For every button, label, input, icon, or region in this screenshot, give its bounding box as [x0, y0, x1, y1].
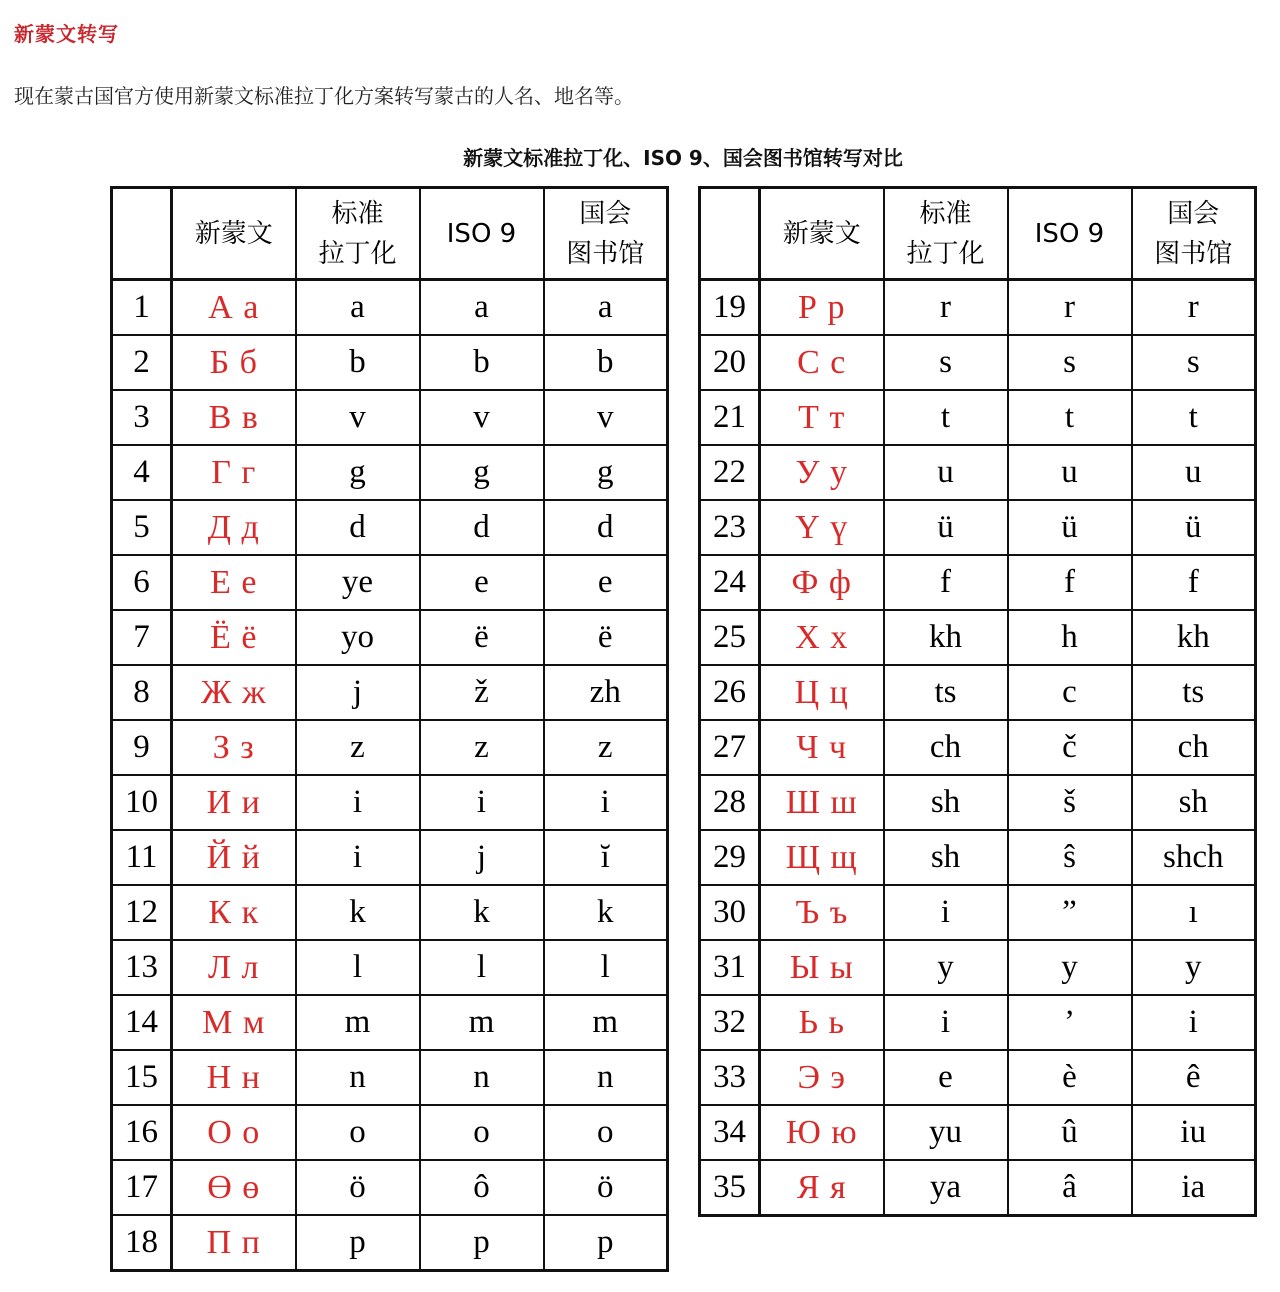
header-library-line2: 图书馆	[566, 238, 645, 269]
library-romanization: kh	[1132, 610, 1256, 665]
row-number: 12	[112, 885, 172, 940]
table-row	[700, 500, 1256, 555]
table-row	[700, 1050, 1256, 1105]
header-standard	[296, 188, 420, 280]
standard-romanization: o	[296, 1105, 420, 1160]
mongolian-letters: Ф ф	[760, 555, 884, 610]
standard-romanization: ch	[884, 720, 1008, 775]
library-romanization: z	[544, 720, 668, 775]
standard-romanization: i	[884, 885, 1008, 940]
row-number: 9	[112, 720, 172, 775]
row-number: 23	[700, 500, 760, 555]
table-row	[700, 610, 1256, 665]
mongolian-letters: П п	[172, 1215, 296, 1271]
table-row	[112, 940, 668, 995]
iso9-romanization: l	[420, 940, 544, 995]
standard-romanization: z	[296, 720, 420, 775]
library-romanization: sh	[1132, 775, 1256, 830]
row-number: 30	[700, 885, 760, 940]
library-romanization: ia	[1132, 1160, 1256, 1216]
table-row	[112, 610, 668, 665]
standard-romanization: p	[296, 1215, 420, 1271]
standard-romanization: ye	[296, 555, 420, 610]
iso9-romanization: e	[420, 555, 544, 610]
table-row	[700, 830, 1256, 885]
standard-romanization: j	[296, 665, 420, 720]
library-romanization: i	[544, 775, 668, 830]
iso9-romanization: g	[420, 445, 544, 500]
mongolian-letters: Л л	[172, 940, 296, 995]
header-mongolian: 新蒙文	[172, 188, 296, 280]
mongolian-letters: Ү ү	[760, 500, 884, 555]
table-row	[700, 445, 1256, 500]
mongolian-letters: Ч ч	[760, 720, 884, 775]
library-romanization: ë	[544, 610, 668, 665]
standard-romanization: e	[884, 1050, 1008, 1105]
mongolian-letters: И и	[172, 775, 296, 830]
table-header-row	[112, 188, 668, 280]
row-number: 24	[700, 555, 760, 610]
mongolian-letters: Д д	[172, 500, 296, 555]
row-number: 13	[112, 940, 172, 995]
iso9-romanization: k	[420, 885, 544, 940]
header-standard	[884, 188, 1008, 280]
standard-romanization: g	[296, 445, 420, 500]
mongolian-letters: У у	[760, 445, 884, 500]
standard-romanization: a	[296, 280, 420, 336]
table-caption-text: 新蒙文标准拉丁化、ISO 9、国会图书馆转写对比	[463, 146, 903, 170]
row-number: 34	[700, 1105, 760, 1160]
iso9-romanization: h	[1008, 610, 1132, 665]
library-romanization: k	[544, 885, 668, 940]
standard-romanization: i	[884, 995, 1008, 1050]
iso9-romanization: o	[420, 1105, 544, 1160]
table-row	[112, 1105, 668, 1160]
mongolian-letters: Й й	[172, 830, 296, 885]
table-header-row	[700, 188, 1256, 280]
iso9-romanization: t	[1008, 390, 1132, 445]
intro-paragraph: 现在蒙古国官方使用新蒙文标准拉丁化方案转写蒙古的人名、地名等。	[14, 84, 634, 108]
iso9-romanization: û	[1008, 1105, 1132, 1160]
row-number: 29	[700, 830, 760, 885]
row-number: 16	[112, 1105, 172, 1160]
table-row	[700, 720, 1256, 775]
mongolian-letters: Ю ю	[760, 1105, 884, 1160]
table-row	[700, 1105, 1256, 1160]
header-library	[544, 188, 668, 280]
iso9-romanization: z	[420, 720, 544, 775]
row-number: 20	[700, 335, 760, 390]
row-number: 21	[700, 390, 760, 445]
table-row	[700, 1160, 1256, 1216]
table-row	[112, 1160, 668, 1215]
mongolian-letters: Ы ы	[760, 940, 884, 995]
table-row	[700, 390, 1256, 445]
library-romanization: ı	[1132, 885, 1256, 940]
header-iso9: ISO 9	[420, 188, 544, 280]
mongolian-letters: Х х	[760, 610, 884, 665]
mongolian-letters: Щ щ	[760, 830, 884, 885]
iso9-romanization: n	[420, 1050, 544, 1105]
table-caption	[0, 142, 1280, 171]
row-number: 2	[112, 335, 172, 390]
library-romanization: ö	[544, 1160, 668, 1215]
table-row	[112, 665, 668, 720]
mongolian-letters: Б б	[172, 335, 296, 390]
row-number: 4	[112, 445, 172, 500]
row-number: 27	[700, 720, 760, 775]
mongolian-letters: Ь ь	[760, 995, 884, 1050]
standard-romanization: sh	[884, 775, 1008, 830]
mongolian-letters: Ж ж	[172, 665, 296, 720]
table-row	[112, 555, 668, 610]
library-romanization: y	[1132, 940, 1256, 995]
library-romanization: ü	[1132, 500, 1256, 555]
iso9-romanization: c	[1008, 665, 1132, 720]
iso9-romanization: s	[1008, 335, 1132, 390]
header-standard-line1: 标准	[919, 198, 972, 229]
table-row	[700, 775, 1256, 830]
header-library-line1: 国会	[579, 198, 632, 229]
mongolian-letters: В в	[172, 390, 296, 445]
standard-romanization: u	[884, 445, 1008, 500]
standard-romanization: n	[296, 1050, 420, 1105]
library-romanization: iu	[1132, 1105, 1256, 1160]
mongolian-letters: А а	[172, 280, 296, 336]
row-number: 1	[112, 280, 172, 336]
row-number: 6	[112, 555, 172, 610]
mongolian-letters: Р р	[760, 280, 884, 336]
iso9-romanization: y	[1008, 940, 1132, 995]
row-number: 28	[700, 775, 760, 830]
row-number: 5	[112, 500, 172, 555]
row-number: 32	[700, 995, 760, 1050]
library-romanization: d	[544, 500, 668, 555]
standard-romanization: yo	[296, 610, 420, 665]
row-number: 14	[112, 995, 172, 1050]
library-romanization: s	[1132, 335, 1256, 390]
row-number: 18	[112, 1215, 172, 1271]
standard-romanization: b	[296, 335, 420, 390]
transliteration-table-left	[110, 186, 669, 1272]
mongolian-letters: О о	[172, 1105, 296, 1160]
standard-romanization: yu	[884, 1105, 1008, 1160]
library-romanization: zh	[544, 665, 668, 720]
mongolian-letters: Э э	[760, 1050, 884, 1105]
mongolian-letters: Г г	[172, 445, 296, 500]
iso9-romanization: č	[1008, 720, 1132, 775]
header-iso9: ISO 9	[1008, 188, 1132, 280]
iso9-romanization: r	[1008, 280, 1132, 336]
iso9-romanization: a	[420, 280, 544, 336]
library-romanization: ê	[1132, 1050, 1256, 1105]
mongolian-letters: Е е	[172, 555, 296, 610]
mongolian-letters: Ц ц	[760, 665, 884, 720]
table-row	[700, 665, 1256, 720]
mongolian-letters: З з	[172, 720, 296, 775]
standard-romanization: y	[884, 940, 1008, 995]
standard-romanization: t	[884, 390, 1008, 445]
mongolian-letters: К к	[172, 885, 296, 940]
iso9-romanization: š	[1008, 775, 1132, 830]
library-romanization: t	[1132, 390, 1256, 445]
iso9-romanization: ž	[420, 665, 544, 720]
table-row	[112, 335, 668, 390]
mongolian-letters: Ё ё	[172, 610, 296, 665]
library-romanization: f	[1132, 555, 1256, 610]
library-romanization: ch	[1132, 720, 1256, 775]
standard-romanization: ö	[296, 1160, 420, 1215]
header-standard-line2: 拉丁化	[906, 238, 985, 269]
mongolian-letters: Ш ш	[760, 775, 884, 830]
iso9-romanization: b	[420, 335, 544, 390]
library-romanization: b	[544, 335, 668, 390]
row-number: 8	[112, 665, 172, 720]
standard-romanization: f	[884, 555, 1008, 610]
table-row	[700, 280, 1256, 336]
row-number: 25	[700, 610, 760, 665]
row-number: 17	[112, 1160, 172, 1215]
library-romanization: r	[1132, 280, 1256, 336]
iso9-romanization: d	[420, 500, 544, 555]
header-library	[1132, 188, 1256, 280]
transliteration-table-right	[698, 186, 1257, 1217]
mongolian-letters: Я я	[760, 1160, 884, 1216]
iso9-romanization: ô	[420, 1160, 544, 1215]
table-row	[112, 1050, 668, 1105]
library-romanization: ĭ	[544, 830, 668, 885]
row-number: 31	[700, 940, 760, 995]
table-row	[700, 995, 1256, 1050]
standard-romanization: l	[296, 940, 420, 995]
header-mongolian: 新蒙文	[760, 188, 884, 280]
table-row	[700, 940, 1256, 995]
mongolian-letters: М м	[172, 995, 296, 1050]
standard-romanization: v	[296, 390, 420, 445]
iso9-romanization: ë	[420, 610, 544, 665]
header-number	[700, 188, 760, 280]
header-library-line2: 图书馆	[1154, 238, 1233, 269]
table-row	[112, 720, 668, 775]
iso9-romanization: ’	[1008, 995, 1132, 1050]
row-number: 11	[112, 830, 172, 885]
table-row	[112, 775, 668, 830]
header-number	[112, 188, 172, 280]
standard-romanization: sh	[884, 830, 1008, 885]
table-row	[112, 830, 668, 885]
library-romanization: u	[1132, 445, 1256, 500]
mongolian-letters: С с	[760, 335, 884, 390]
library-romanization: a	[544, 280, 668, 336]
table-row	[700, 335, 1256, 390]
row-number: 10	[112, 775, 172, 830]
table-row	[112, 280, 668, 336]
library-romanization: shch	[1132, 830, 1256, 885]
row-number: 26	[700, 665, 760, 720]
standard-romanization: ts	[884, 665, 1008, 720]
standard-romanization: i	[296, 830, 420, 885]
row-number: 35	[700, 1160, 760, 1216]
iso9-romanization: j	[420, 830, 544, 885]
table-row	[112, 995, 668, 1050]
header-library-line1: 国会	[1167, 198, 1220, 229]
table-row	[112, 500, 668, 555]
standard-romanization: s	[884, 335, 1008, 390]
header-standard-line1: 标准	[331, 198, 384, 229]
table-row	[700, 885, 1256, 940]
standard-romanization: ya	[884, 1160, 1008, 1216]
row-number: 22	[700, 445, 760, 500]
header-standard-line2: 拉丁化	[318, 238, 397, 269]
library-romanization: p	[544, 1215, 668, 1271]
row-number: 33	[700, 1050, 760, 1105]
section-heading: 新蒙文转写	[14, 22, 119, 46]
iso9-romanization: p	[420, 1215, 544, 1271]
table-row	[112, 1215, 668, 1271]
library-romanization: g	[544, 445, 668, 500]
standard-romanization: k	[296, 885, 420, 940]
iso9-romanization: v	[420, 390, 544, 445]
library-romanization: n	[544, 1050, 668, 1105]
row-number: 19	[700, 280, 760, 336]
iso9-romanization: â	[1008, 1160, 1132, 1216]
mongolian-letters: Ө ө	[172, 1160, 296, 1215]
standard-romanization: d	[296, 500, 420, 555]
table-row	[112, 445, 668, 500]
library-romanization: m	[544, 995, 668, 1050]
library-romanization: l	[544, 940, 668, 995]
table-row	[112, 885, 668, 940]
library-romanization: o	[544, 1105, 668, 1160]
standard-romanization: kh	[884, 610, 1008, 665]
library-romanization: i	[1132, 995, 1256, 1050]
row-number: 7	[112, 610, 172, 665]
mongolian-letters: Ъ ъ	[760, 885, 884, 940]
iso9-romanization: ŝ	[1008, 830, 1132, 885]
standard-romanization: ü	[884, 500, 1008, 555]
iso9-romanization: ü	[1008, 500, 1132, 555]
standard-romanization: r	[884, 280, 1008, 336]
iso9-romanization: m	[420, 995, 544, 1050]
iso9-romanization: ”	[1008, 885, 1132, 940]
iso9-romanization: u	[1008, 445, 1132, 500]
row-number: 3	[112, 390, 172, 445]
library-romanization: v	[544, 390, 668, 445]
table-row	[112, 390, 668, 445]
standard-romanization: m	[296, 995, 420, 1050]
table-row	[700, 555, 1256, 610]
mongolian-letters: Н н	[172, 1050, 296, 1105]
iso9-romanization: f	[1008, 555, 1132, 610]
standard-romanization: i	[296, 775, 420, 830]
iso9-romanization: i	[420, 775, 544, 830]
row-number: 15	[112, 1050, 172, 1105]
mongolian-letters: Т т	[760, 390, 884, 445]
iso9-romanization: è	[1008, 1050, 1132, 1105]
library-romanization: ts	[1132, 665, 1256, 720]
library-romanization: e	[544, 555, 668, 610]
